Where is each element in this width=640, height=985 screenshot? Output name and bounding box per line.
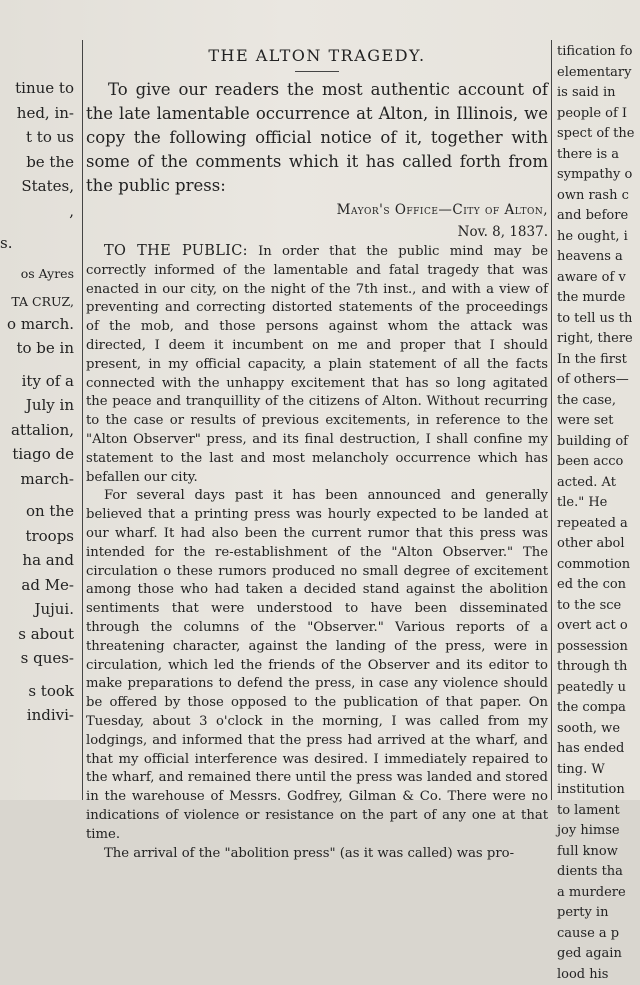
right-fragment-line: other abol — [557, 534, 640, 555]
proclamation-body: In order that the public mind may be correctly informed of the lamentable and fatal tragedy that was enacted in our city, on the night of the 7th inst., and with a view of preventing and correcting distorted statements of the proceedings of the mob, and those persons against whom the attack was directed, I deem it incumbent on me and proper that I should present, in my official capacity, a plain statement of all the facts connected with the unhappy excitement that has so long agitated the peace and tranquillity of the citizens of Alton. Without recurring to the case or results of previous excitements, in reference to the "Alton Observer" press, and its final destruction, I shall confine my statement to the last and most melancholy occurrence which has befallen our city. — [86, 244, 548, 485]
right-fragment-line: repeated a — [557, 514, 640, 535]
left-fragment-line: troops — [0, 524, 74, 549]
right-fragment-line: and before — [557, 206, 640, 227]
right-fragment-line: cause a p — [557, 924, 640, 945]
left-fragment-line: on the — [0, 499, 74, 524]
left-fragment-line: to be in — [0, 336, 74, 361]
right-fragment-line: perty in — [557, 903, 640, 924]
article-intro: To give our readers the most authentic account of the late lamentable occurrence at Alton, in Illinois, we copy the following official notice of it, together with some of the comments which it has called forth from the public press: — [86, 78, 548, 198]
left-fragment-line: s. — [0, 231, 74, 256]
right-fragment-line: possession — [557, 637, 640, 658]
right-fragment-line: the case, — [557, 391, 640, 412]
left-fragment-line: os Ayres — [0, 264, 74, 284]
right-fragment-line: tification fo — [557, 42, 640, 63]
right-fragment-line: sooth, we — [557, 719, 640, 740]
article-paragraph: For several days past it has been announced and generally believed that a printing press was hourly expected to be landed at our wharf. It had also been the current rumor that this press was intended for the re-establishment of the "Alton Observer." The circulation o these rumors produced no small degree of excitement among those who had taken a decided stand against the abolition sentiments that were understood to have been disseminated through the columns of the "Observer." Various reports of a threatening character, against the landing of the press, were in circulation, which led the friends of the Observer and its editor to make preparations to defend the press, in case any violence should be offered by those opposed to the publication of that paper. On Tuesday, about 3 o'clock in the morning, I was called from my lodgings, and informed that the press had arrived at the wharf, and that my official interference was desired. I immediately repaired to the wharf, and remained there until the press was landed and stored in the warehouse of Messrs. Godfrey, Gilman & Co. There were no indications of violence or resistance on the part of any one at that time. — [86, 487, 548, 844]
left-fragment-line: be the — [0, 150, 74, 175]
right-fragment-line: he ought, i — [557, 227, 640, 248]
left-fragment-line: s ques- — [0, 646, 74, 671]
right-column-fragment — [557, 42, 640, 985]
headline-rule — [295, 71, 339, 72]
left-fragment-line: TA CRUZ, — [0, 292, 74, 312]
right-fragment-line: tle." He — [557, 493, 640, 514]
right-fragment-line: has ended — [557, 739, 640, 760]
right-fragment-line: overt act o — [557, 616, 640, 637]
left-fragment-line: indivi- — [0, 703, 74, 728]
article-headline: THE ALTON TRAGEDY. — [86, 46, 548, 65]
proclamation-lead: TO THE PUBLIC: — [104, 243, 248, 259]
right-fragment-line: the compa — [557, 698, 640, 719]
left-fragment-line: ad Me- — [0, 573, 74, 598]
right-fragment-line: through th — [557, 657, 640, 678]
proclamation-paragraph — [86, 242, 548, 487]
left-fragment-line: ha and — [0, 548, 74, 573]
right-fragment-line: aware of v — [557, 268, 640, 289]
left-fragment-line: t to us — [0, 125, 74, 150]
article-paragraph-cut: The arrival of the "abolition press" (as it was called) was pro- — [86, 845, 548, 864]
right-fragment-line: full know — [557, 842, 640, 863]
right-fragment-line: lood his — [557, 965, 640, 985]
left-fragment-line: s about — [0, 622, 74, 647]
right-fragment-line: institution — [557, 780, 640, 801]
right-fragment-line: to the sce — [557, 596, 640, 617]
right-fragment-line: ed the con — [557, 575, 640, 596]
left-fragment-line: march- — [0, 467, 74, 492]
right-fragment-line: been acco — [557, 452, 640, 473]
right-fragment-line: sympathy o — [557, 165, 640, 186]
right-fragment-line: heavens a — [557, 247, 640, 268]
right-fragment-line: peatedly u — [557, 678, 640, 699]
right-fragment-line: were set — [557, 411, 640, 432]
left-fragment-line: attalion, — [0, 418, 74, 443]
right-fragment-line: there is a — [557, 145, 640, 166]
left-fragment-line: States, — [0, 174, 74, 199]
left-fragment-line: hed, in- — [0, 101, 74, 126]
right-fragment-line: elementary — [557, 63, 640, 84]
right-fragment-line: right, there — [557, 329, 640, 350]
right-fragment-line: is said in — [557, 83, 640, 104]
left-fragment-line: o march. — [0, 312, 74, 337]
left-column-fragment — [0, 76, 74, 728]
right-fragment-line: ting. W — [557, 760, 640, 781]
left-fragment-line: s took — [0, 679, 74, 704]
right-fragment-line: own rash c — [557, 186, 640, 207]
right-fragment-line: building of — [557, 432, 640, 453]
right-fragment-line: In the first — [557, 350, 640, 371]
right-fragment-line: spect of the — [557, 124, 640, 145]
right-fragment-line: people of I — [557, 104, 640, 125]
right-fragment-line: to tell us th — [557, 309, 640, 330]
right-fragment-line: the murde — [557, 288, 640, 309]
column-rule-left — [82, 40, 83, 800]
right-fragment-line: of others— — [557, 370, 640, 391]
left-fragment-line: Jujui. — [0, 597, 74, 622]
right-fragment-line: acted. At — [557, 473, 640, 494]
dateline-date: Nov. 8, 1837. — [86, 222, 548, 242]
main-article — [86, 42, 548, 863]
left-fragment-line: , — [0, 199, 74, 224]
column-rule-right — [551, 40, 552, 800]
right-fragment-line: commotion — [557, 555, 640, 576]
right-fragment-line: dients tha — [557, 862, 640, 883]
right-fragment-line: joy himse — [557, 821, 640, 842]
right-fragment-line: a murdere — [557, 883, 640, 904]
left-fragment-line: ity of a — [0, 369, 74, 394]
dateline-office: Mayor's Office—City of Alton, — [86, 200, 548, 220]
left-fragment-line: tiago de — [0, 442, 74, 467]
left-fragment-line: July in — [0, 393, 74, 418]
right-fragment-line: ged again — [557, 944, 640, 965]
right-fragment-line: to lament — [557, 801, 640, 822]
left-fragment-line: tinue to — [0, 76, 74, 101]
